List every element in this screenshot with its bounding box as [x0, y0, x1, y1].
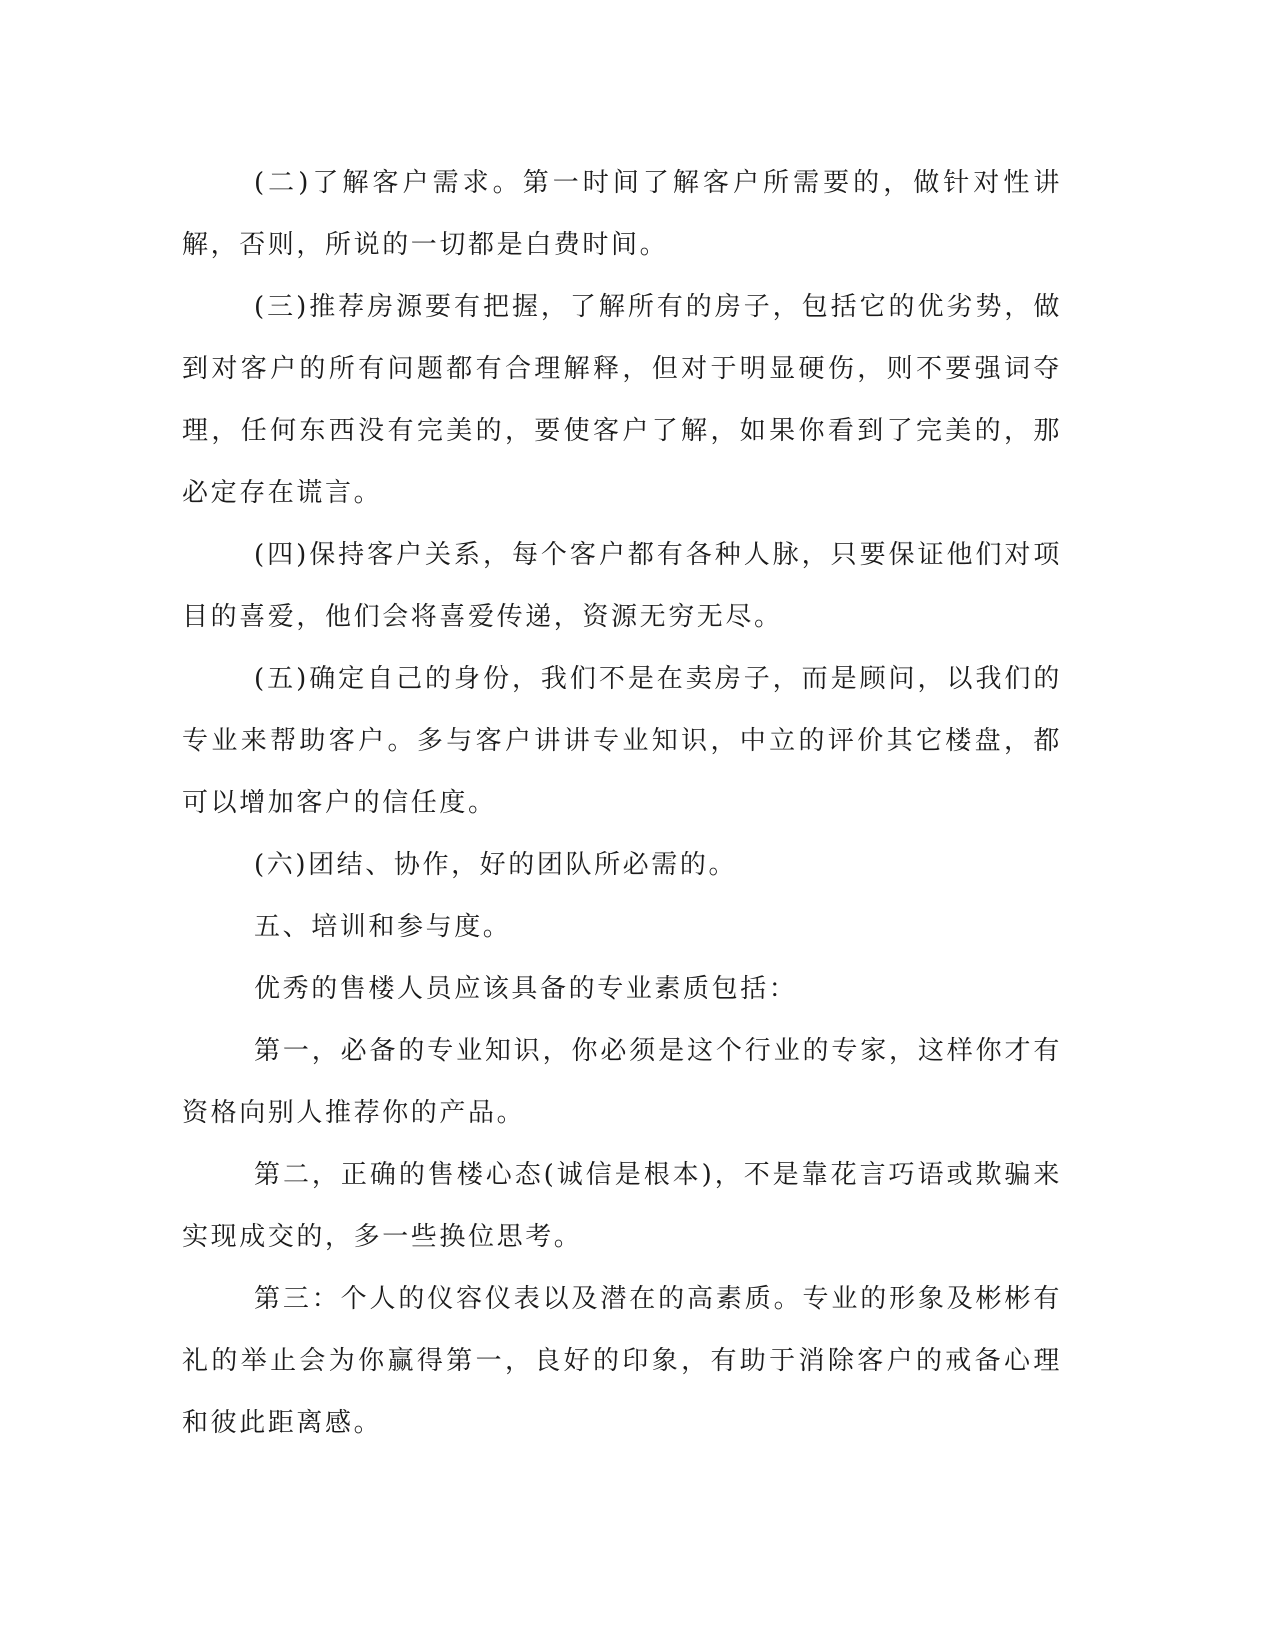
document-page — [182, 152, 1062, 1454]
paragraph-customer-relations: (四)保持客户关系，每个客户都有各种人脉，只要保证他们对项目的喜爱，他们会将喜爱传递，资源无穷无尽。 — [182, 540, 1062, 632]
paragraph-quality-knowledge: 第一，必备的专业知识，你必须是这个行业的专家，这样你才有资格向别人推荐你的产品。 — [182, 1036, 1062, 1128]
paragraph-quality-attitude: 第二，正确的售楼心态(诚信是根本)，不是靠花言巧语或欺骗来实现成交的，多一些换位思考。 — [182, 1160, 1062, 1252]
paragraph-teamwork: (六)团结、协作，好的团队所必需的。 — [254, 850, 738, 880]
paragraph-identity: (五)确定自己的身份，我们不是在卖房子，而是顾问，以我们的专业来帮助客户。多与客户讲讲专业知识，中立的评价其它楼盘，都可以增加客户的信任度。 — [182, 664, 1062, 818]
paragraph-understand-needs: (二)了解客户需求。第一时间了解客户所需要的，做针对性讲解，否则，所说的一切都是白费时间。 — [182, 168, 1062, 260]
paragraph-qualities-intro: 优秀的售楼人员应该具备的专业素质包括： — [254, 974, 798, 1004]
paragraph-recommend-listings: (三)推荐房源要有把握，了解所有的房子，包括它的优劣势，做到对客户的所有问题都有合理解释，但对于明显硬伤，则不要强词夺理，任何东西没有完美的，要使客户了解，如果你看到了完美的，那必定存在谎言。 — [182, 292, 1062, 508]
paragraph-quality-appearance: 第三：个人的仪容仪表以及潜在的高素质。专业的形象及彬彬有礼的举止会为你赢得第一，良好的印象，有助于消除客户的戒备心理和彼此距离感。 — [182, 1284, 1062, 1438]
section-heading-training: 五、培训和参与度。 — [254, 912, 512, 942]
